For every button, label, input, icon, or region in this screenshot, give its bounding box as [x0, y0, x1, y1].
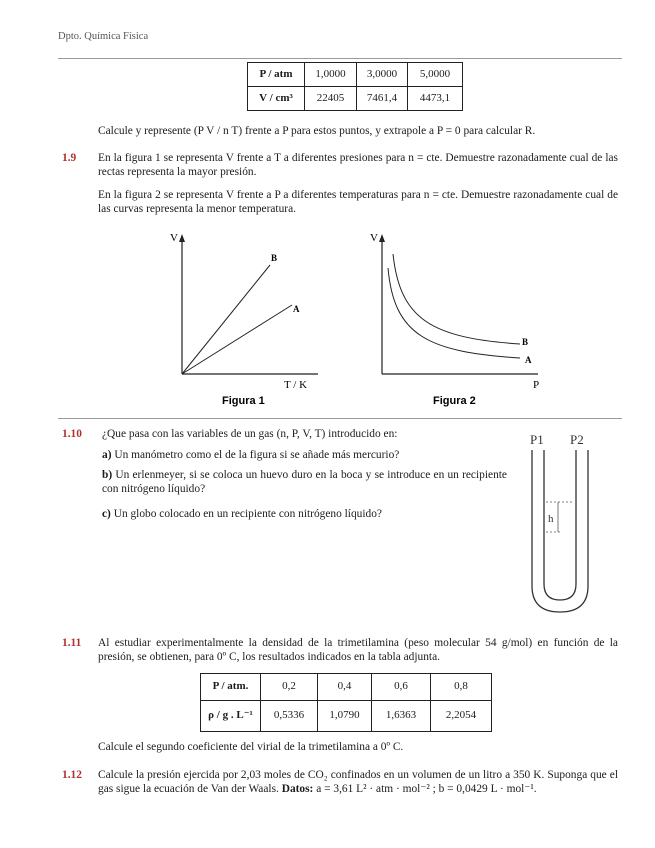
problem-number-1-9: 1.9	[62, 152, 77, 164]
manometer-diagram	[520, 428, 600, 628]
problem-1-10-question: ¿Que pasa con las variables de un gas (n, P, V, T) introducido en:	[102, 428, 398, 440]
header-rule	[58, 58, 622, 59]
problem-number-1-11: 1.11	[62, 637, 82, 649]
item-b-text: Un erlenmeyer, si se coloca un huevo duro en la boca y se introduce en un recipiente con nitrógeno líquido?	[102, 469, 507, 495]
table-cell: 7461,4	[357, 87, 408, 111]
fig1-label-b: B	[271, 253, 278, 263]
table-cell: 1,0000	[305, 63, 357, 87]
table-row	[201, 701, 492, 732]
section-rule	[58, 418, 622, 419]
table-cell: 4473,1	[408, 87, 463, 111]
table-cell: 22405	[305, 87, 357, 111]
manometer-outer-tube	[532, 450, 588, 612]
manometer-p2-label: P2	[570, 432, 584, 447]
problem-number-1-10: 1.10	[62, 428, 82, 440]
table-cell: 0,4	[318, 674, 372, 701]
table-cell: 0,2	[261, 674, 318, 701]
problem-1-10-item-b	[102, 469, 507, 497]
figure-2-graph	[360, 228, 560, 408]
table-cell: 0,6	[372, 674, 431, 701]
data-label: Datos:	[281, 782, 314, 795]
problem-number-1-12: 1.12	[62, 769, 82, 781]
item-c-label: c)	[102, 508, 111, 520]
table-cell: 2,2054	[431, 701, 492, 732]
table-cell: 0,5336	[261, 701, 318, 732]
density-table	[200, 673, 492, 732]
fig2-x-label: P	[533, 379, 540, 391]
table-cell-label: P / atm.	[201, 674, 261, 701]
table-cell-label: ρ / g . L⁻¹	[201, 701, 261, 732]
fig1-y-arrow	[179, 234, 185, 242]
table-row	[201, 674, 492, 701]
fig1-line-b	[182, 265, 270, 374]
pressure-volume-table	[247, 62, 463, 111]
problem-1-10-item-a	[102, 449, 502, 463]
problem-1-12-text	[98, 769, 618, 797]
table-cell-label: V / cm³	[248, 87, 305, 111]
table-cell: 0,8	[431, 674, 492, 701]
fig2-y-arrow	[379, 234, 385, 242]
fig1-label-a: A	[293, 304, 300, 314]
table-row	[248, 87, 463, 111]
data-values: a = 3,61 L² · atm · mol⁻² ; b = 0,0429 L · mol⁻¹.	[316, 782, 537, 795]
table-cell: 1,0790	[318, 701, 372, 732]
manometer-h-label: h	[548, 513, 554, 525]
table-cell: 3,0000	[357, 63, 408, 87]
problem-1-10-item-c	[102, 508, 502, 522]
item-c-text: Un globo colocado en un recipiente con nitrógeno líquido?	[113, 508, 382, 520]
fig1-x-label: T / K	[284, 379, 308, 391]
table-cell-label: P / atm	[248, 63, 305, 87]
item-a-label: a)	[102, 449, 112, 461]
problem-1-9-text-1: En la figura 1 se representa V frente a T a diferentes presiones para n = cte. Demuestre razonadamente cual de las rectas representa la mayor presión.	[98, 152, 618, 178]
fig1-line-a	[182, 305, 292, 374]
problem-1-11-text: Al estudiar experimentalmente la densidad de la trimetilamina (peso molecular 54 g/mol) en función de la presión, se obtienen, para 0º C, los resultados indicados en la tabla adjunta.	[98, 637, 618, 663]
problem-1-9-text-2: En la figura 2 se representa V frente a P a diferentes temperaturas para n = cte. Demuestre razonadamente cual de las curvas representa la menor temperatura.	[98, 189, 618, 215]
manometer-inner-tube	[544, 450, 576, 600]
problem-1-11-caption: Calcule el segundo coeficiente del virial de la trimetilamina a 0º C.	[98, 741, 404, 753]
fig2-label-a: A	[525, 355, 532, 365]
problem-1-12-statement: Calcule la presión ejercida por 2,03 moles de CO₂ confinados en un volumen de un litro a 350 K. Suponga que el gas sigue la ecuación de Van der Waals.	[98, 769, 618, 795]
department-header: Dpto. Química Física	[58, 31, 149, 42]
fig2-caption: Figura 2	[433, 395, 476, 407]
table1-caption: Calcule y represente (P V / n T) frente a P para estos puntos, y extrapole a P = 0 para calcular R.	[98, 125, 536, 137]
fig2-label-b: B	[522, 337, 529, 347]
table-cell: 5,0000	[408, 63, 463, 87]
item-a-text: Un manómetro como el de la figura si se añade más mercurio?	[114, 449, 400, 461]
table-cell: 1,6363	[372, 701, 431, 732]
fig2-y-label: V	[370, 232, 378, 244]
item-b-label: b)	[102, 469, 113, 481]
table-row	[248, 63, 463, 87]
fig1-caption: Figura 1	[222, 395, 265, 407]
figure-1-graph	[160, 228, 330, 408]
manometer-p1-label: P1	[530, 432, 544, 447]
fig2-curve-b	[393, 254, 520, 344]
fig2-curve-a	[388, 268, 520, 358]
fig1-y-label: V	[170, 232, 178, 244]
